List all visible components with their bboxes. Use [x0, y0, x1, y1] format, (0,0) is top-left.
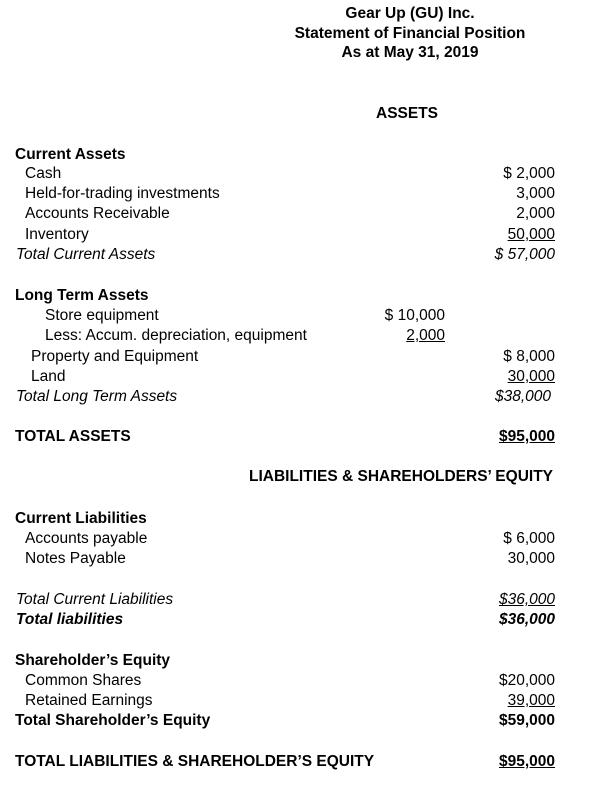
line-amount: $ 10,000 — [384, 307, 445, 324]
line-amount: 39,000 — [507, 692, 555, 709]
line-label: Land — [31, 368, 66, 385]
line-label: Inventory — [25, 226, 89, 243]
line-amount: 2,000 — [516, 205, 555, 222]
long-term-assets-heading: Long Term Assets — [15, 287, 149, 304]
shareholders-equity-heading: Shareholder’s Equity — [15, 652, 171, 669]
line-amount: $ 8,000 — [503, 348, 555, 365]
total-long-term-assets-label: Total Long Term Assets — [16, 388, 178, 405]
line-amount: $20,000 — [498, 672, 555, 689]
line-label: Notes Payable — [25, 550, 126, 567]
line-label: Store equipment — [45, 307, 159, 324]
statement-title: Statement of Financial Position — [294, 25, 526, 42]
line-label: Accounts Receivable — [25, 205, 170, 222]
total-shareholders-equity-amount: $59,000 — [498, 712, 555, 729]
total-liabilities-label: Total liabilities — [16, 611, 124, 628]
line-label: Less: Accum. depreciation, equipment — [45, 327, 307, 344]
line-label: Accounts payable — [25, 530, 148, 547]
total-current-assets-label: Total Current Assets — [16, 246, 156, 263]
line-label: Property and Equipment — [31, 348, 199, 365]
assets-section-title: ASSETS — [376, 105, 439, 122]
total-assets-label: TOTAL ASSETS — [15, 428, 131, 445]
liabilities-equity-section-title: LIABILITIES & SHAREHOLDERS’ EQUITY — [249, 468, 553, 485]
line-label: Common Shares — [25, 672, 142, 689]
statement-date: As at May 31, 2019 — [341, 44, 479, 61]
line-amount: 3,000 — [516, 185, 555, 202]
grand-total-label: TOTAL LIABILITIES & SHAREHOLDER’S EQUITY — [15, 753, 375, 770]
total-current-assets-amount: $ 57,000 — [494, 246, 555, 263]
grand-total-amount: $95,000 — [498, 753, 555, 770]
current-liabilities-heading: Current Liabilities — [15, 510, 147, 527]
line-amount: 30,000 — [507, 368, 555, 385]
total-liabilities-amount: $36,000 — [498, 611, 555, 628]
total-current-liabilities-amount: $36,000 — [498, 591, 555, 608]
line-amount: 2,000 — [406, 327, 445, 344]
line-amount: $ 6,000 — [503, 530, 555, 547]
line-label: Retained Earnings — [25, 692, 153, 709]
total-current-liabilities-label: Total Current Liabilities — [16, 591, 174, 608]
line-amount: $ 2,000 — [503, 165, 555, 182]
company-name: Gear Up (GU) Inc. — [345, 5, 475, 22]
total-shareholders-equity-label: Total Shareholder’s Equity — [15, 712, 211, 729]
line-label: Held-for-trading investments — [25, 185, 220, 202]
line-amount: 30,000 — [507, 550, 555, 567]
total-assets-amount: $95,000 — [498, 428, 555, 445]
line-label: Cash — [25, 165, 62, 182]
line-amount: 50,000 — [507, 226, 555, 243]
total-long-term-assets-amount: $38,000 — [494, 388, 551, 405]
current-assets-heading: Current Assets — [15, 146, 126, 163]
